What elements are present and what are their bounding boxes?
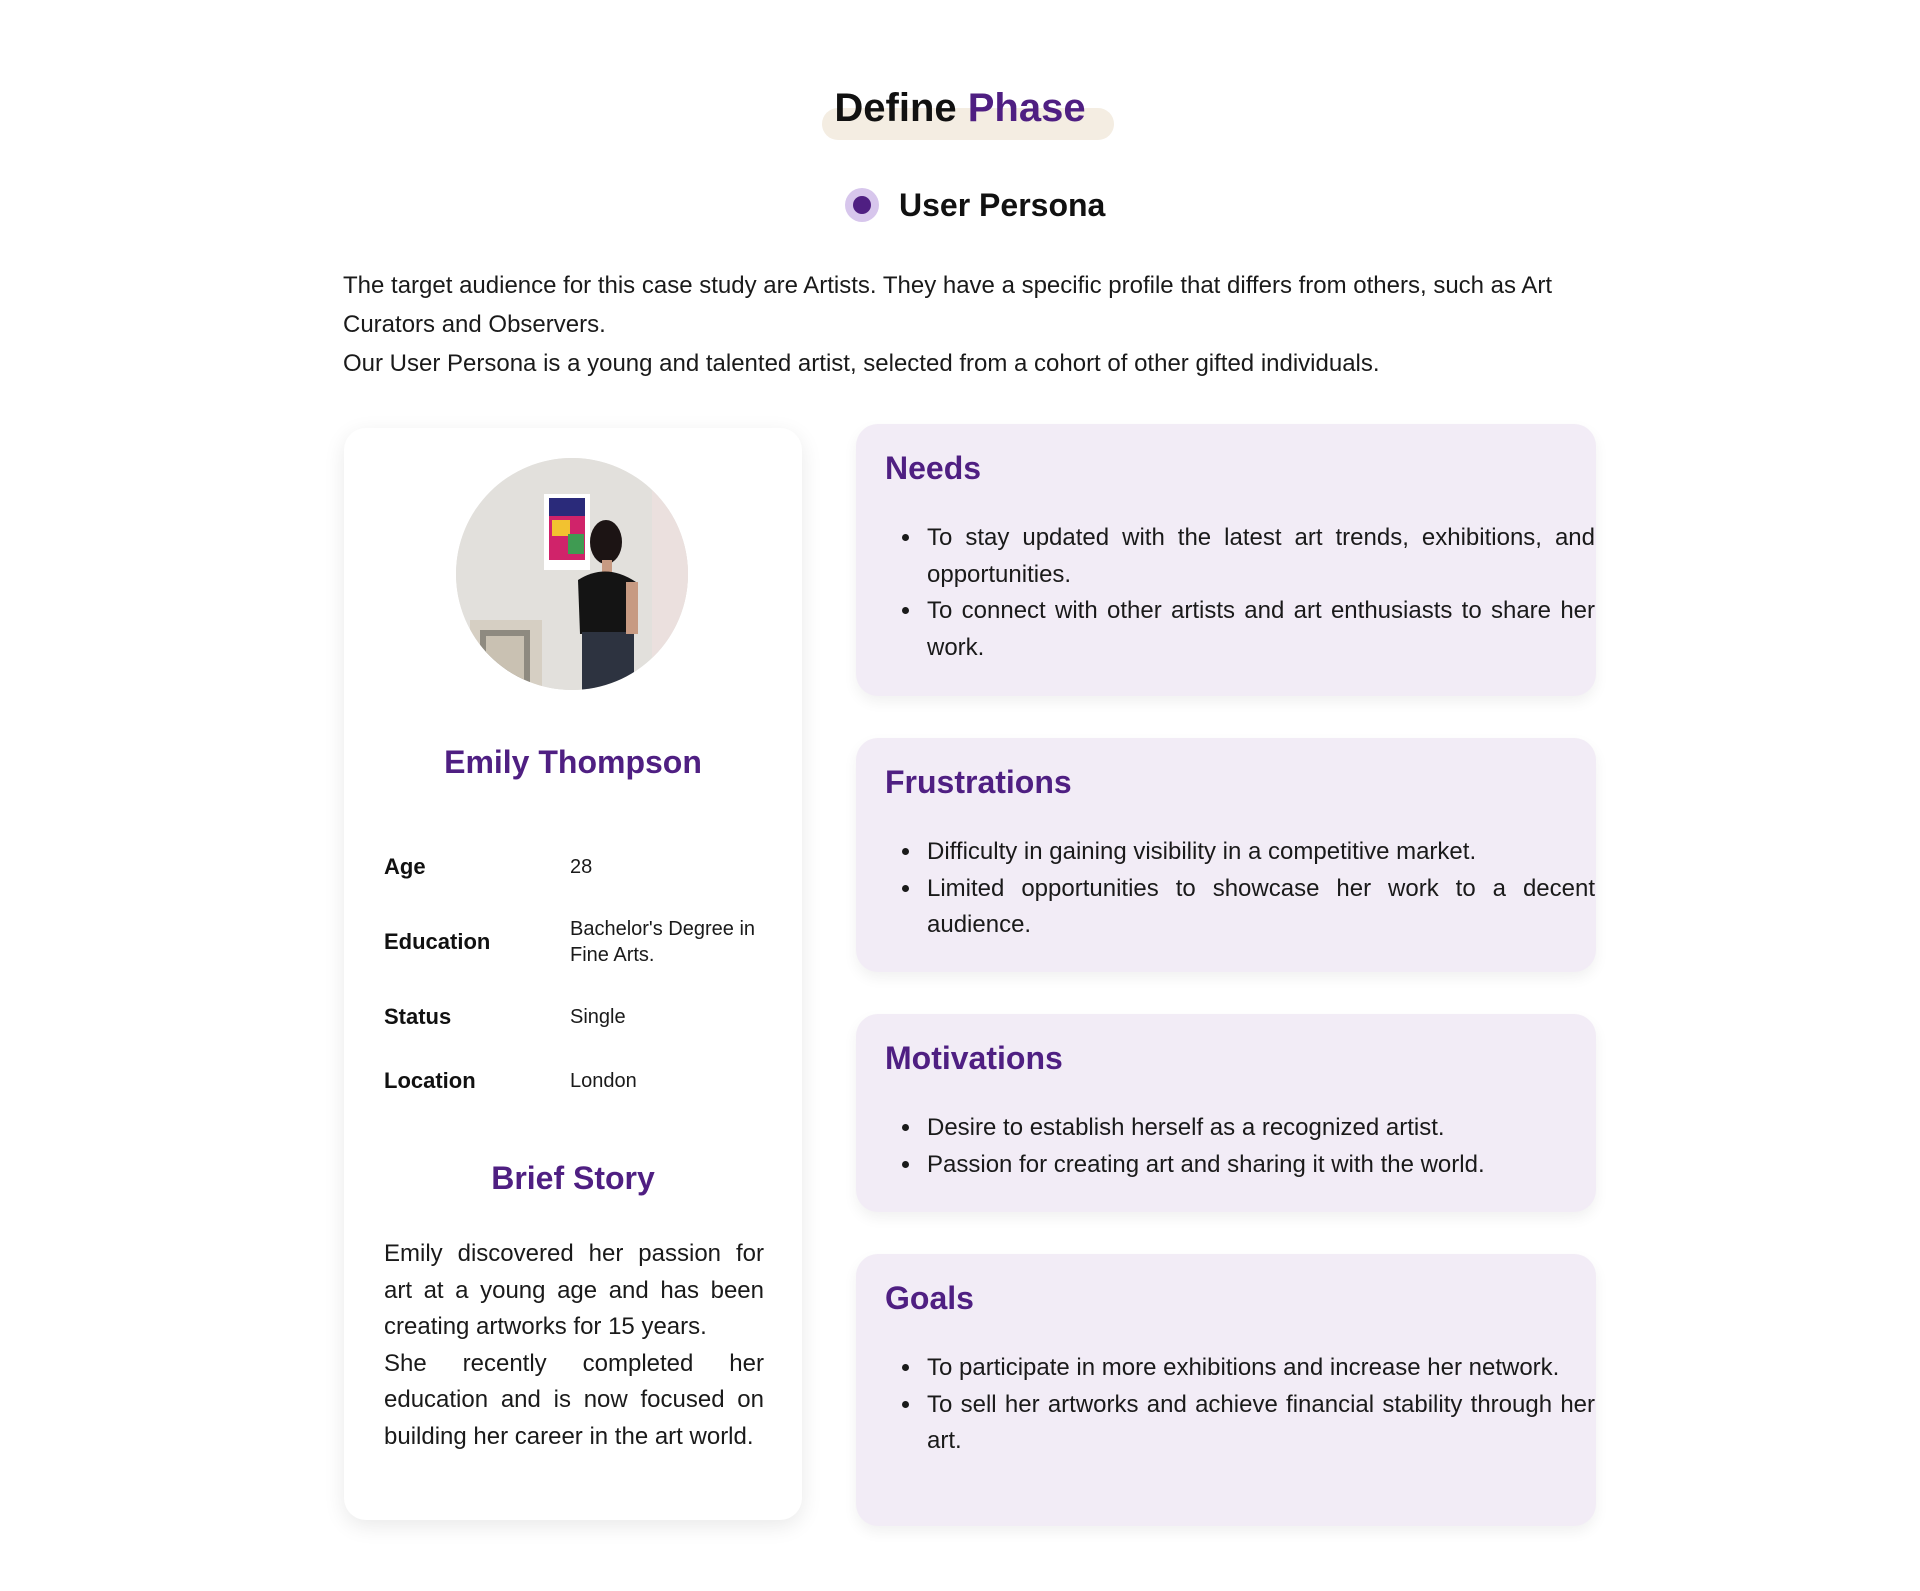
goals-list bbox=[895, 1350, 1595, 1460]
persona-profile-card bbox=[344, 428, 802, 1520]
detail-value: Single bbox=[570, 1006, 626, 1028]
list-item: • To sell her artworks and achieve financial stability through her art. bbox=[923, 1387, 1595, 1460]
needs-card bbox=[856, 424, 1596, 696]
intro-line-2: Our User Persona is a young and talented artist, selected from a cohort of other gifted individuals. bbox=[343, 350, 1380, 377]
story-text bbox=[384, 1236, 764, 1455]
needs-list bbox=[895, 520, 1595, 666]
list-item: • To stay updated with the latest art trends, exhibitions, and opportunities. bbox=[923, 520, 1595, 593]
needs-title: Needs bbox=[885, 450, 982, 486]
motivations-list bbox=[895, 1110, 1595, 1183]
avatar bbox=[456, 458, 688, 690]
intro-line-1: The target audience for this case study are Artists. They have a specific profile that differs from others, such as Art Curators and Observers. bbox=[343, 272, 1553, 338]
detail-label: Location bbox=[384, 1068, 476, 1093]
detail-label: Age bbox=[384, 854, 426, 879]
detail-row-education bbox=[384, 916, 764, 968]
frustrations-list bbox=[895, 834, 1595, 944]
detail-label: Status bbox=[384, 1004, 452, 1029]
list-item: • Difficulty in gaining visibility in a competitive market. bbox=[923, 834, 1595, 871]
motivations-title: Motivations bbox=[885, 1040, 1063, 1076]
detail-row-age bbox=[384, 854, 764, 880]
page-title bbox=[0, 78, 1920, 148]
list-item: • Limited opportunities to showcase her work to a decent audience. bbox=[923, 871, 1595, 944]
frustrations-card bbox=[856, 738, 1596, 972]
persona-photo-icon bbox=[456, 458, 688, 690]
goals-card bbox=[856, 1254, 1596, 1526]
list-item: • Passion for creating art and sharing it with the world. bbox=[923, 1147, 1595, 1184]
title-accent: Phase bbox=[967, 86, 1086, 130]
title-main: Define bbox=[834, 86, 957, 130]
motivations-card bbox=[856, 1014, 1596, 1212]
section-subtitle bbox=[845, 180, 1105, 230]
list-item: • To connect with other artists and art enthusiasts to share her work. bbox=[923, 593, 1595, 666]
detail-value: London bbox=[570, 1070, 637, 1092]
intro-text bbox=[343, 266, 1599, 383]
goals-title: Goals bbox=[885, 1280, 974, 1316]
detail-value: Bachelor's Degree in Fine Arts. bbox=[570, 918, 756, 966]
bullet-dot-icon bbox=[845, 188, 879, 222]
subtitle-text: User Persona bbox=[899, 186, 1106, 223]
title-text bbox=[0, 78, 1920, 138]
story-paragraph-2: She recently completed her education and is now focused on building her career in the art world. bbox=[384, 1349, 764, 1450]
list-item: • To participate in more exhibitions and increase her network. bbox=[923, 1350, 1595, 1387]
frustrations-title: Frustrations bbox=[885, 764, 1072, 800]
detail-row-location bbox=[384, 1068, 764, 1094]
story-paragraph-1: Emily discovered her passion for art at a young age and has been creating artworks for 15 years. bbox=[384, 1240, 764, 1340]
detail-value: 28 bbox=[570, 856, 593, 878]
detail-label: Education bbox=[384, 929, 491, 954]
detail-row-status bbox=[384, 1004, 764, 1030]
persona-name: Emily Thompson bbox=[444, 744, 702, 780]
story-title: Brief Story bbox=[491, 1160, 655, 1196]
list-item: • Desire to establish herself as a recognized artist. bbox=[923, 1110, 1595, 1147]
